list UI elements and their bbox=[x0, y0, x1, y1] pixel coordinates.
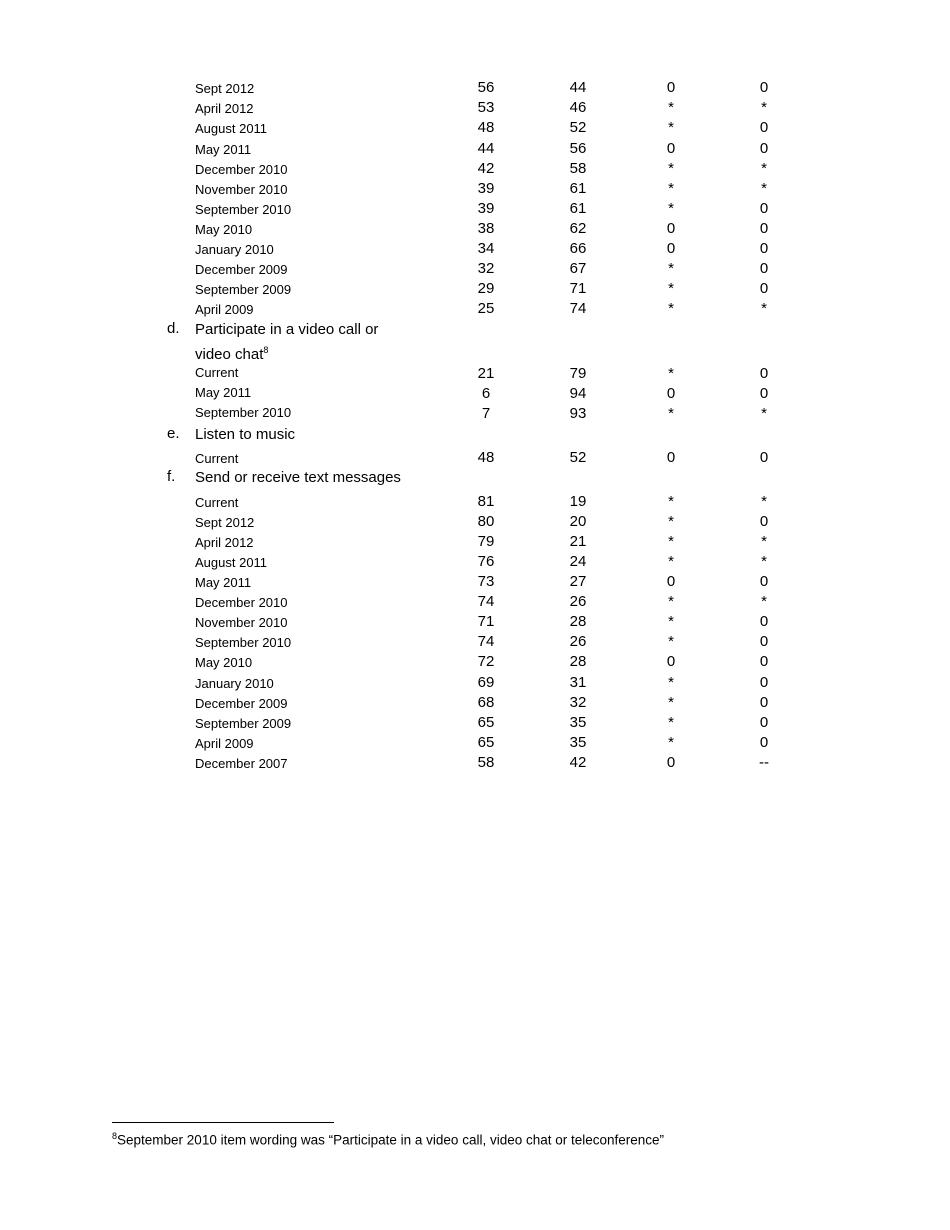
value-cell: 0 bbox=[759, 694, 769, 711]
value-cell: * bbox=[668, 280, 674, 297]
footnote-divider bbox=[112, 1122, 334, 1123]
value-cell: 32 bbox=[569, 694, 587, 711]
row-label: Sept 2012 bbox=[195, 515, 255, 530]
value-cell: 0 bbox=[666, 140, 676, 157]
value-cell: 93 bbox=[569, 405, 587, 422]
row-label: May 2010 bbox=[195, 655, 253, 670]
value-cell: 0 bbox=[759, 573, 769, 590]
value-cell: * bbox=[761, 493, 767, 510]
table-row bbox=[0, 674, 950, 694]
value-cell: 35 bbox=[569, 714, 587, 731]
value-cell: * bbox=[668, 200, 674, 217]
table-row bbox=[0, 633, 950, 653]
table-row bbox=[0, 79, 950, 99]
row-label: April 2012 bbox=[195, 535, 254, 550]
value-cell: * bbox=[668, 593, 674, 610]
value-cell: 0 bbox=[666, 754, 676, 771]
table-row bbox=[0, 200, 950, 220]
value-cell: 0 bbox=[666, 573, 676, 590]
row-label: December 2009 bbox=[195, 262, 288, 277]
footnote-mark: 8 bbox=[112, 1131, 118, 1141]
value-cell: 44 bbox=[477, 140, 495, 157]
value-cell: * bbox=[761, 160, 767, 177]
row-label: May 2010 bbox=[195, 222, 253, 237]
row-label: Sept 2012 bbox=[195, 81, 255, 96]
value-cell: 76 bbox=[477, 553, 495, 570]
value-cell: -- bbox=[759, 754, 769, 771]
table-row bbox=[0, 220, 950, 240]
value-cell: 32 bbox=[477, 260, 495, 277]
value-cell: 72 bbox=[477, 653, 495, 670]
value-cell: 25 bbox=[477, 300, 495, 317]
value-cell: 24 bbox=[569, 553, 587, 570]
value-cell: 73 bbox=[477, 573, 495, 590]
table-row bbox=[0, 99, 950, 119]
value-cell: * bbox=[761, 533, 767, 550]
value-cell: 0 bbox=[759, 734, 769, 751]
value-cell: 81 bbox=[477, 493, 495, 510]
row-label: January 2010 bbox=[195, 242, 274, 257]
table-row bbox=[0, 613, 950, 633]
table-row bbox=[0, 573, 950, 593]
value-cell: 42 bbox=[569, 754, 587, 771]
value-cell: 58 bbox=[569, 160, 587, 177]
row-label: November 2010 bbox=[195, 182, 288, 197]
value-cell: 74 bbox=[569, 300, 587, 317]
row-label: Current bbox=[195, 495, 239, 510]
value-cell: * bbox=[668, 694, 674, 711]
value-cell: 79 bbox=[569, 365, 587, 382]
value-cell: 0 bbox=[666, 385, 676, 402]
table-row bbox=[0, 593, 950, 613]
footnote-text: September 2010 item wording was “Participate in a video call, video chat or teleconference” bbox=[117, 1132, 665, 1148]
value-cell: 0 bbox=[759, 513, 769, 530]
value-cell: 79 bbox=[477, 533, 495, 550]
value-cell: * bbox=[761, 405, 767, 422]
table-row bbox=[0, 734, 950, 754]
section-title: Listen to music bbox=[195, 426, 296, 443]
value-cell: * bbox=[668, 674, 674, 691]
row-label: April 2009 bbox=[195, 302, 254, 317]
value-cell: * bbox=[761, 553, 767, 570]
table-row bbox=[0, 714, 950, 734]
row-label: April 2012 bbox=[195, 101, 254, 116]
row-label: May 2011 bbox=[195, 575, 252, 590]
table-row bbox=[0, 383, 950, 403]
value-cell: 0 bbox=[759, 613, 769, 630]
value-cell: 74 bbox=[477, 593, 495, 610]
value-cell: 27 bbox=[569, 573, 587, 590]
value-cell: 0 bbox=[759, 633, 769, 650]
value-cell: * bbox=[668, 613, 674, 630]
value-cell: * bbox=[668, 260, 674, 277]
table-row bbox=[0, 240, 950, 260]
section-letter: f. bbox=[167, 468, 176, 485]
row-label: September 2010 bbox=[195, 635, 292, 650]
table-row bbox=[0, 513, 950, 533]
table-row bbox=[0, 300, 950, 320]
value-cell: 0 bbox=[759, 119, 769, 136]
value-cell: 38 bbox=[477, 220, 495, 237]
value-cell: 69 bbox=[477, 674, 495, 691]
row-label: September 2010 bbox=[195, 405, 292, 420]
value-cell: 28 bbox=[569, 613, 587, 630]
value-cell: 0 bbox=[759, 140, 769, 157]
value-cell: * bbox=[668, 493, 674, 510]
value-cell: 0 bbox=[759, 79, 769, 96]
value-cell: 0 bbox=[759, 280, 769, 297]
table-row bbox=[0, 119, 950, 139]
value-cell: 61 bbox=[569, 200, 587, 217]
value-cell: 26 bbox=[569, 593, 587, 610]
value-cell: 0 bbox=[759, 714, 769, 731]
value-cell: 0 bbox=[759, 240, 769, 257]
row-label: August 2011 bbox=[195, 121, 268, 136]
table-row bbox=[0, 160, 950, 180]
value-cell: * bbox=[668, 99, 674, 116]
value-cell: * bbox=[668, 180, 674, 197]
value-cell: * bbox=[668, 533, 674, 550]
row-label: December 2010 bbox=[195, 162, 288, 177]
table-row bbox=[0, 533, 950, 553]
value-cell: 58 bbox=[477, 754, 495, 771]
row-label: Current bbox=[195, 451, 239, 466]
row-label: November 2010 bbox=[195, 615, 288, 630]
value-cell: 68 bbox=[477, 694, 495, 711]
value-cell: 61 bbox=[569, 180, 587, 197]
value-cell: 0 bbox=[759, 220, 769, 237]
row-label: April 2009 bbox=[195, 736, 254, 751]
section-letter: e. bbox=[167, 425, 180, 442]
row-label: January 2010 bbox=[195, 676, 274, 691]
value-cell: * bbox=[668, 553, 674, 570]
value-cell: 0 bbox=[759, 365, 769, 382]
value-cell: * bbox=[668, 405, 674, 422]
value-cell: 0 bbox=[666, 220, 676, 237]
value-cell: * bbox=[761, 300, 767, 317]
table-row bbox=[0, 260, 950, 280]
value-cell: 44 bbox=[569, 79, 587, 96]
value-cell: 56 bbox=[569, 140, 587, 157]
value-cell: 74 bbox=[477, 633, 495, 650]
value-cell: 0 bbox=[759, 653, 769, 670]
value-cell: 35 bbox=[569, 734, 587, 751]
value-cell: 26 bbox=[569, 633, 587, 650]
table-row bbox=[0, 140, 950, 160]
table-row bbox=[0, 403, 950, 423]
row-label: Current bbox=[195, 365, 239, 380]
value-cell: 80 bbox=[477, 513, 495, 530]
value-cell: 21 bbox=[477, 365, 495, 382]
value-cell: 62 bbox=[569, 220, 587, 237]
row-label: December 2009 bbox=[195, 696, 288, 711]
value-cell: * bbox=[668, 714, 674, 731]
value-cell: 0 bbox=[759, 674, 769, 691]
value-cell: * bbox=[668, 734, 674, 751]
section-letter: d. bbox=[167, 320, 180, 337]
table-row bbox=[0, 280, 950, 300]
value-cell: 52 bbox=[569, 449, 587, 466]
value-cell: 21 bbox=[569, 533, 587, 550]
value-cell: 0 bbox=[666, 449, 676, 466]
value-cell: 0 bbox=[759, 449, 769, 466]
value-cell: 39 bbox=[477, 200, 495, 217]
row-label: December 2007 bbox=[195, 756, 288, 771]
table-row bbox=[0, 449, 950, 469]
value-cell: 20 bbox=[569, 513, 587, 530]
value-cell: 46 bbox=[569, 99, 587, 116]
value-cell: 66 bbox=[569, 240, 587, 257]
value-cell: 28 bbox=[569, 653, 587, 670]
value-cell: * bbox=[668, 160, 674, 177]
table-row bbox=[0, 363, 950, 383]
value-cell: * bbox=[761, 180, 767, 197]
value-cell: * bbox=[668, 633, 674, 650]
value-cell: 0 bbox=[759, 260, 769, 277]
value-cell: * bbox=[761, 99, 767, 116]
table-row bbox=[0, 180, 950, 200]
value-cell: 0 bbox=[666, 240, 676, 257]
value-cell: * bbox=[761, 593, 767, 610]
value-cell: 7 bbox=[481, 405, 491, 422]
table-row bbox=[0, 694, 950, 714]
value-cell: 48 bbox=[477, 119, 495, 136]
section-title: Participate in a video call or video chat$^8$ bbox=[195, 321, 379, 363]
table-row bbox=[0, 553, 950, 573]
value-cell: * bbox=[668, 300, 674, 317]
row-label: December 2010 bbox=[195, 595, 288, 610]
value-cell: 53 bbox=[477, 99, 495, 116]
row-label: September 2010 bbox=[195, 202, 292, 217]
section-title: Send or receive text messages bbox=[195, 469, 401, 486]
table-row bbox=[0, 493, 950, 513]
footnote bbox=[112, 1131, 664, 1148]
value-cell: 19 bbox=[569, 493, 587, 510]
value-cell: 39 bbox=[477, 180, 495, 197]
value-cell: 71 bbox=[477, 613, 495, 630]
row-label: August 2011 bbox=[195, 555, 268, 570]
table-row bbox=[0, 653, 950, 673]
value-cell: * bbox=[668, 513, 674, 530]
footnote-ref: 8 bbox=[263, 345, 269, 355]
value-cell: 0 bbox=[759, 200, 769, 217]
value-cell: * bbox=[668, 365, 674, 382]
row-label: September 2009 bbox=[195, 716, 292, 731]
row-label: September 2009 bbox=[195, 282, 292, 297]
value-cell: 0 bbox=[666, 79, 676, 96]
value-cell: 94 bbox=[569, 385, 587, 402]
value-cell: 65 bbox=[477, 734, 495, 751]
value-cell: 42 bbox=[477, 160, 495, 177]
value-cell: 6 bbox=[481, 385, 491, 402]
value-cell: 65 bbox=[477, 714, 495, 731]
value-cell: 52 bbox=[569, 119, 587, 136]
row-label: May 2011 bbox=[195, 385, 252, 400]
value-cell: 71 bbox=[569, 280, 587, 297]
value-cell: 56 bbox=[477, 79, 495, 96]
value-cell: 0 bbox=[666, 653, 676, 670]
value-cell: 48 bbox=[477, 449, 495, 466]
value-cell: 0 bbox=[759, 385, 769, 402]
table-row bbox=[0, 754, 950, 774]
value-cell: 31 bbox=[569, 674, 587, 691]
value-cell: * bbox=[668, 119, 674, 136]
row-label: May 2011 bbox=[195, 142, 252, 157]
value-cell: 67 bbox=[569, 260, 587, 277]
value-cell: 34 bbox=[477, 240, 495, 257]
value-cell: 29 bbox=[477, 280, 495, 297]
